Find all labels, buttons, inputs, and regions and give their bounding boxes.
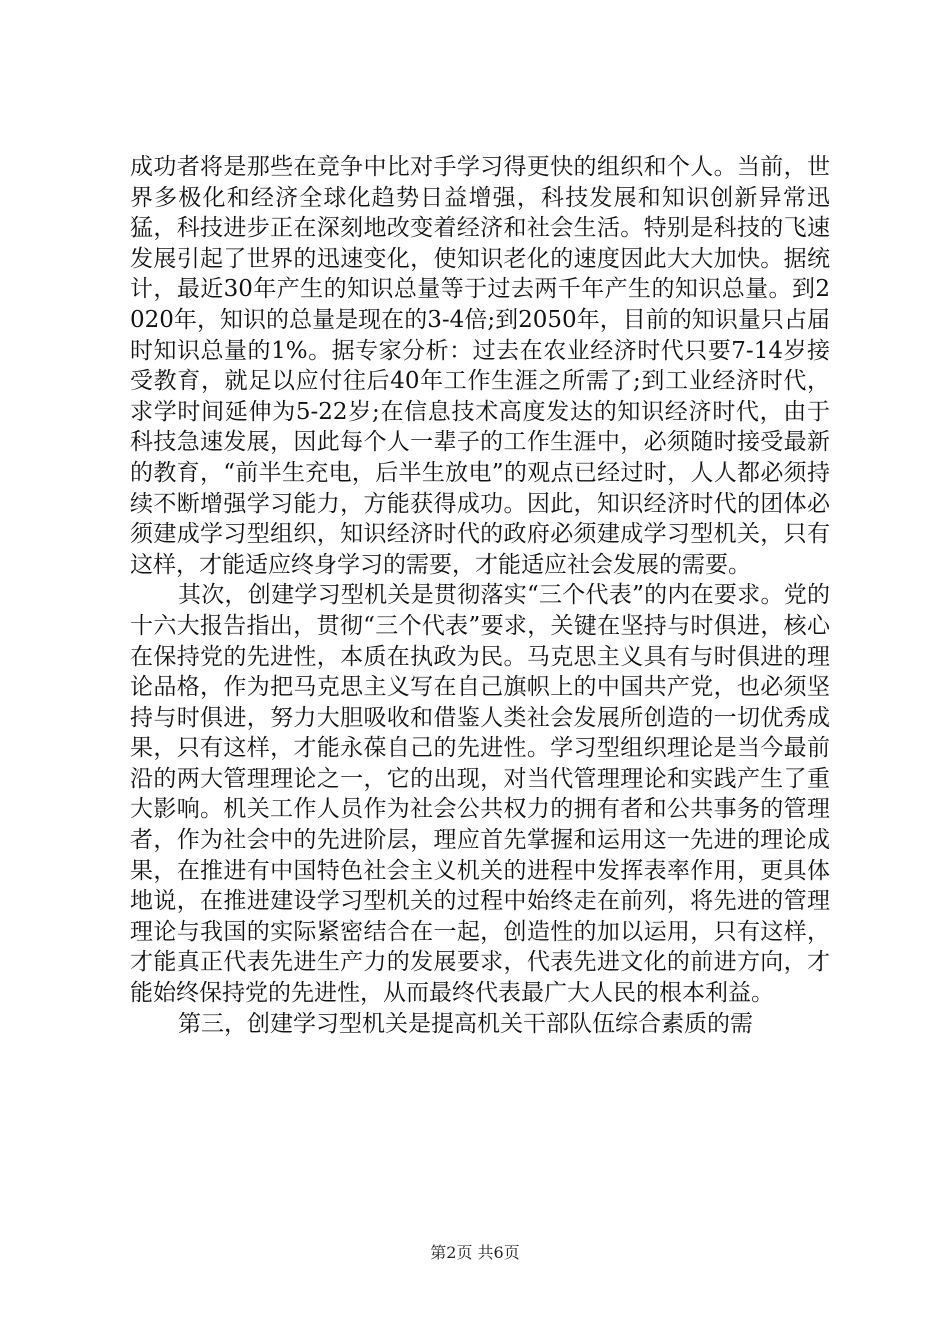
paragraph-third-point: 第三，创建学习型机关是提高机关干部队伍综合素质的需 (178, 1010, 753, 1037)
paragraph-continuation: 成功者将是那些在竞争中比对手学习得更快的组织和个人。当前，世界多极化和经济全球化趋势日益增强，科技发展和知识创新异常迅猛，科技进步正在深刻地改变着经济和社会生活。特别是科技的飞速发展引起了世界的迅速变化，使知识老化的速度因此大大加快。据统计，最近30年产生的知识总量等于过去两千年产生的知识总量。到2020年，知识的总量是现在的3-4倍;到2050年，目前的知识量只占届时知识总量的1%。据专家分析：过去在农业经济时代只要7-14岁接受教育，就足以应付往后40年工作生涯之所需了;到工业经济时代，求学时间延伸为5-22岁;在信息技术高度发达的知识经济时代，由于科技急速发展，因此每个人一辈子的工作生涯中，必须随时接受最新的教育，“前半生充电，后半生放电”的观点已经过时，人人都必须持续不断增强学习能力，方能获得成功。因此，知识经济时代的团体必须建成学习型组织，知识经济时代的政府必须建成学习型机关，只有这样，才能适应终身学习的需要，才能适应社会发展的需要。 (130, 154, 830, 578)
paragraph-second-point: 其次，创建学习型机关是贯彻落实“三个代表”的内在要求。党的十六大报告指出，贯彻“三个代表”要求，关键在坚持与时俱进，核心在保持党的先进性，本质在执政为民。马克思主义具有与时俱进的理论品格，作为把马克思主义写在自己旗帜上的中国共产党，也必须坚持与时俱进，努力大胆吸收和借鉴人类社会发展所创造的一切优秀成果，只有这样，才能永葆自己的先进性。学习型组织理论是当今最前沿的两大管理理论之一，它的出现，对当代管理理论和实践产生了重大影响。机关工作人员作为社会公共权力的拥有者和公共事务的管理者，作为社会中的先进阶层，理应首先掌握和运用这一先进的理论成果，在推进有中国特色社会主义机关的进程中发挥表率作用，更具体地说，在推进建设学习型机关的过程中始终走在前列，将先进的管理理论与我国的实际紧密结合在一起，创造性的加以运用，只有这样，才能真正代表先进生产力的发展要求，代表先进文化的前进方向，才能始终保持党的先进性，从而最终代表最广大人民的根本利益。 (130, 582, 830, 1007)
document-body (130, 152, 830, 1039)
page-footer: 第2页 共6页 (430, 1243, 520, 1262)
